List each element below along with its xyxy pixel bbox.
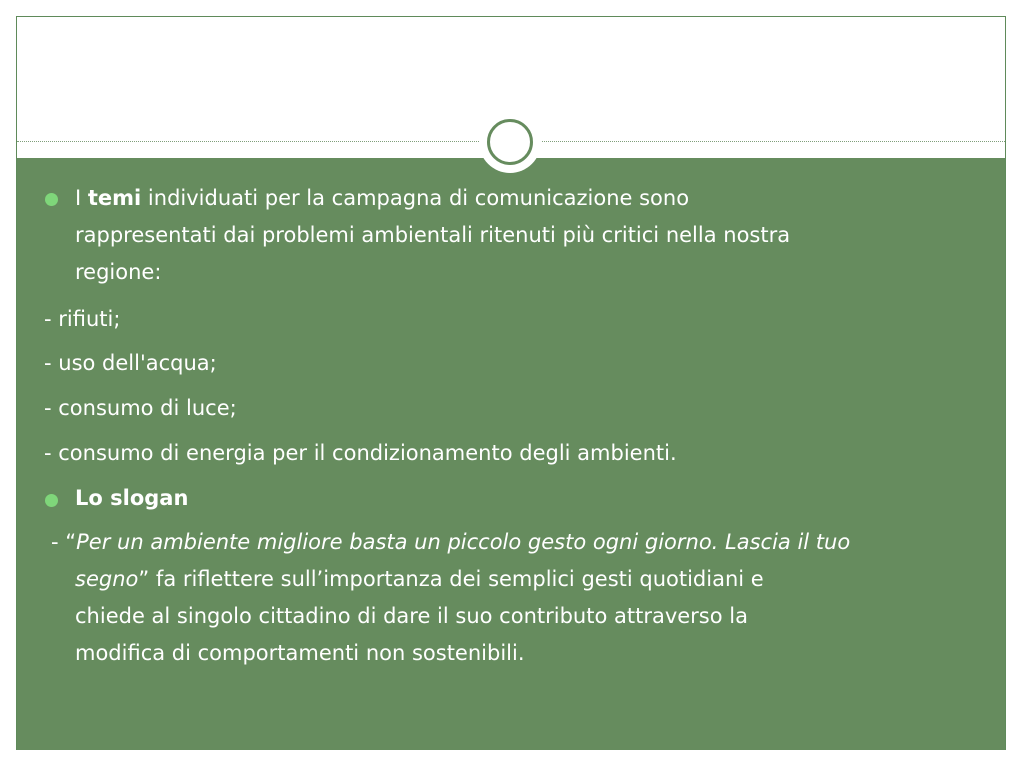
slogan-line2: [51, 561, 951, 598]
list-item: - rifiuti;: [44, 307, 121, 331]
slogan-line1: [51, 524, 951, 561]
bullet-line1-rest: individuati per la campagna di comunicazione sono: [141, 186, 690, 210]
bullet-icon: [45, 193, 58, 206]
list-item: - consumo di energia per il condizionamento degli ambienti.: [44, 441, 677, 465]
bullet-temi: [75, 180, 975, 291]
bullet-temi-line2: rappresentati dai problemi ambientali ritenuti più critici nella nostra: [75, 223, 791, 247]
bullet-temi-line1: [75, 180, 975, 217]
slogan-quote-part2: segno: [75, 567, 139, 591]
slide: [16, 16, 1006, 750]
slogan-paragraph: [51, 524, 951, 672]
slogan-dash: - “: [51, 530, 77, 554]
decorative-ring-icon: [487, 119, 533, 165]
slogan-quote-part1: Per un ambiente migliore basta un piccolo gesto ogni giorno. Lascia il tuo: [76, 530, 851, 554]
list-item: - uso dell'acqua;: [44, 351, 217, 375]
bullet-bold-word: temi: [87, 186, 142, 210]
list-item: - consumo di luce;: [44, 396, 237, 420]
slogan-close-quote: ”: [138, 567, 150, 591]
slogan-line4: modifica di comportamenti non sostenibili.: [75, 641, 525, 665]
bullet-temi-line3: regione:: [75, 260, 162, 284]
slide-content: [17, 158, 1005, 750]
slogan-heading: Lo slogan: [75, 486, 189, 510]
bullet-icon: [45, 494, 58, 507]
slogan-line3: chiede al singolo cittadino di dare il suo contributo attraverso la: [75, 604, 748, 628]
slogan-line2-rest: fa riflettere sull’importanza dei semplici gesti quotidiani e: [149, 567, 764, 591]
bullet-prefix: I: [75, 186, 88, 210]
